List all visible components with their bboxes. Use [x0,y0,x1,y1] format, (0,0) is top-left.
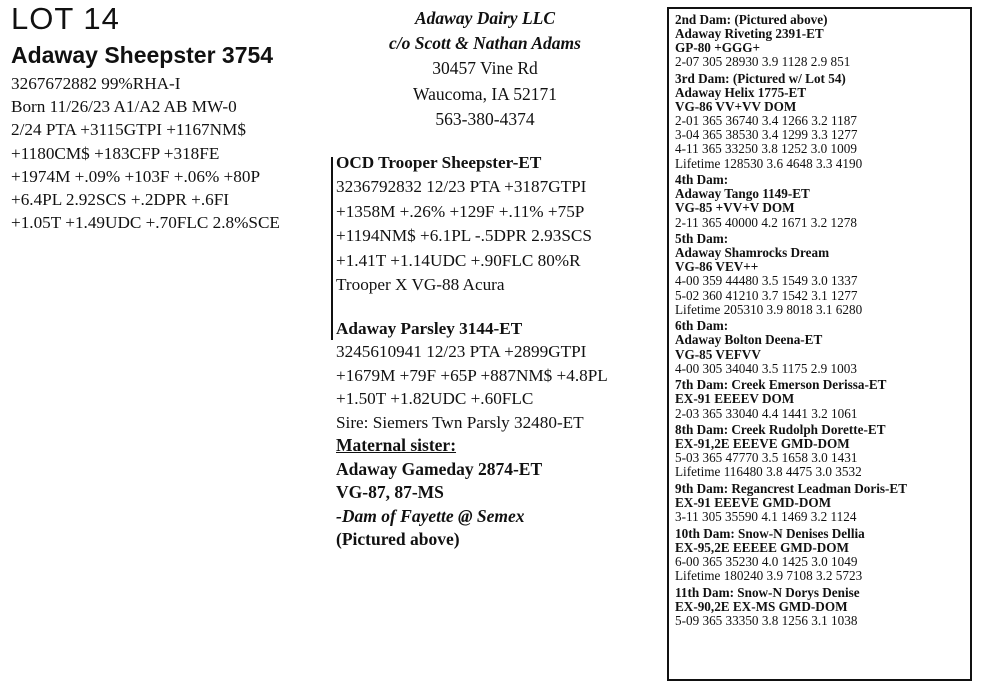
dam-record: Lifetime 128530 3.6 4648 3.3 4190 [675,155,863,171]
dam-line: +1.50T +1.82UDC +.60FLC [336,389,534,409]
dam-heading: 9th Dam: Regancrest Leadman Doris-ET [675,481,907,497]
dam-name: Adaway Shamrocks Dream [675,245,830,261]
animal-info-line: +1974M +.09% +103F +.06% +80P [11,166,261,186]
consignor-block [340,6,630,132]
maternal-sister-heading: Maternal sister: [336,435,457,455]
dam-name: Adaway Bolton Deena-ET [675,332,823,348]
dam-name: Adaway Helix 1775-ET [675,85,807,101]
animal-info-line: +1180CM$ +183CFP +318FE [11,143,220,163]
dam-record: Lifetime 180240 3.9 7108 3.2 5723 [675,568,863,584]
consignor-phone: 563-380-4374 [435,108,535,129]
consignor-contact: c/o Scott & Nathan Adams [389,33,581,54]
dam-heading: 6th Dam: [675,318,729,334]
pedigree-dam-entry [675,319,964,375]
dam-record: Lifetime 205310 3.9 8018 3.1 6280 [675,301,863,317]
dam-record: 4-11 365 33250 3.8 1252 3.0 1009 [675,141,857,157]
sire-line: +1358M +.26% +129F +.11% +75P [336,201,585,221]
pedigree-dam-entry [675,482,964,524]
dam-record: Lifetime 116480 3.8 4475 3.0 3532 [675,464,862,480]
pedigree-dam-entry [675,586,964,628]
dam-classification: VG-86 VEV++ [675,259,759,275]
lot-title: LOT 14 [11,1,120,36]
dam-record: 5-09 365 33350 3.8 1256 3.1 1038 [675,613,858,629]
animal-info-line: Born 11/26/23 A1/A2 AB MW-0 [11,97,237,117]
dam-line: Sire: Siemers Twn Parsly 32480-ET [336,412,584,432]
sire-line: +1.41T +1.14UDC +.90FLC 80%R [336,250,581,270]
dam-line: +1679M +79F +65P +887NM$ +4.8PL [336,365,608,385]
maternal-sister-name: Adaway Gameday 2874-ET [336,458,543,479]
dam-classification: VG-85 VEFVV [675,346,761,362]
maternal-sister-note: -Dam of Fayette @ Semex [336,505,525,526]
dam-heading: 3rd Dam: (Pictured w/ Lot 54) [675,70,846,86]
consignor-city: Waucoma, IA 52171 [413,83,557,104]
dam-record: 2-07 305 28930 3.9 1128 2.9 851 [675,54,851,70]
animal-info [11,72,280,234]
consignor-farm: Adaway Dairy LLC [415,8,555,28]
dam-classification: VG-85 +VV+V DOM [675,200,795,216]
animal-info-line: 2/24 PTA +3115GTPI +1167NM$ [11,120,246,140]
dam-classification: EX-91 EEEEV DOM [675,391,795,407]
dam-heading: 11th Dam: Snow-N Dorys Denise [675,585,860,600]
dam-record: 4-00 359 44480 3.5 1549 3.0 1337 [675,273,858,289]
dam-name: Adaway Parsley 3144-ET [336,319,523,338]
animal-info-line: 3267672882 99%RHA-I [11,74,181,93]
dam-heading: 4th Dam: [675,172,729,188]
dam-record: 3-04 365 38530 3.4 1299 3.3 1277 [675,127,858,143]
pedigree-dam-entry [675,173,964,229]
dam-classification: EX-90,2E EX-MS GMD-DOM [675,599,848,615]
pedigree-dam-entry [675,13,964,69]
pedigree-dam-entry [675,72,964,171]
dam-record: 2-03 365 33040 4.4 1441 3.2 1061 [675,405,858,421]
dam-name: Adaway Riveting 2391-ET [675,26,824,42]
sire-line: 3236792832 12/23 PTA +3187GTPI [336,177,587,197]
pedigree-dam-entry [675,527,964,583]
animal-name: Adaway Sheepster 3754 [11,42,274,68]
maternal-sister-block [336,434,542,552]
pedigree-dam-entry [675,423,964,479]
dam-block [336,317,608,434]
animal-info-line: +1.05T +1.49UDC +.70FLC 2.8%SCE [11,213,280,233]
animal-info-line: +6.4PL 2.92SCS +.2DPR +.6FI [11,189,230,209]
dam-record: 5-03 365 47770 3.5 1658 3.0 1431 [675,450,858,466]
dam-heading: 7th Dam: Creek Emerson Derissa-ET [675,377,887,393]
dam-record: 3-11 305 35590 4.1 1469 3.2 1124 [675,509,857,525]
dam-heading: 2nd Dam: (Pictured above) [675,12,828,27]
pedigree-dam-entry [675,378,964,420]
dam-classification: GP-80 +GGG+ [675,40,760,56]
sire-block [336,151,592,297]
dam-heading: 5th Dam: [675,231,729,247]
dam-heading: 10th Dam: Snow-N Denises Dellia [675,526,865,542]
pedigree-dam-entry [675,232,964,317]
dam-record: 4-00 305 34040 3.5 1175 2.9 1003 [675,360,857,376]
dam-classification: EX-95,2E EEEEE GMD-DOM [675,540,850,556]
maternal-sister-score: VG-87, 87-MS [336,482,444,503]
dam-record: 6-00 365 35230 4.0 1425 3.0 1049 [675,554,858,570]
pedigree-bracket [331,157,333,340]
sire-line: +1194NM$ +6.1PL -.5DPR 2.93SCS [336,226,592,246]
dam-classification: EX-91,2E EEEVE GMD-DOM [675,436,850,452]
dam-classification: EX-91 EEEVE GMD-DOM [675,495,832,511]
dam-name: Adaway Tango 1149-ET [675,186,810,202]
sire-line: Trooper X VG-88 Acura [336,274,505,294]
dam-heading: 8th Dam: Creek Rudolph Dorette-ET [675,422,886,438]
dam-classification: VG-86 VV+VV DOM [675,99,797,115]
maternal-sister-note2: (Pictured above) [336,529,460,550]
pedigree-box [667,7,972,681]
sire-name: OCD Trooper Sheepster-ET [336,153,542,172]
dam-record: 2-11 365 40000 4.2 1671 3.2 1278 [675,214,857,230]
dam-line: 3245610941 12/23 PTA +2899GTPI [336,342,587,362]
dam-record: 5-02 360 41210 3.7 1542 3.1 1277 [675,287,858,303]
dam-record: 2-01 365 36740 3.4 1266 3.2 1187 [675,113,857,129]
consignor-address: 30457 Vine Rd [432,58,538,79]
